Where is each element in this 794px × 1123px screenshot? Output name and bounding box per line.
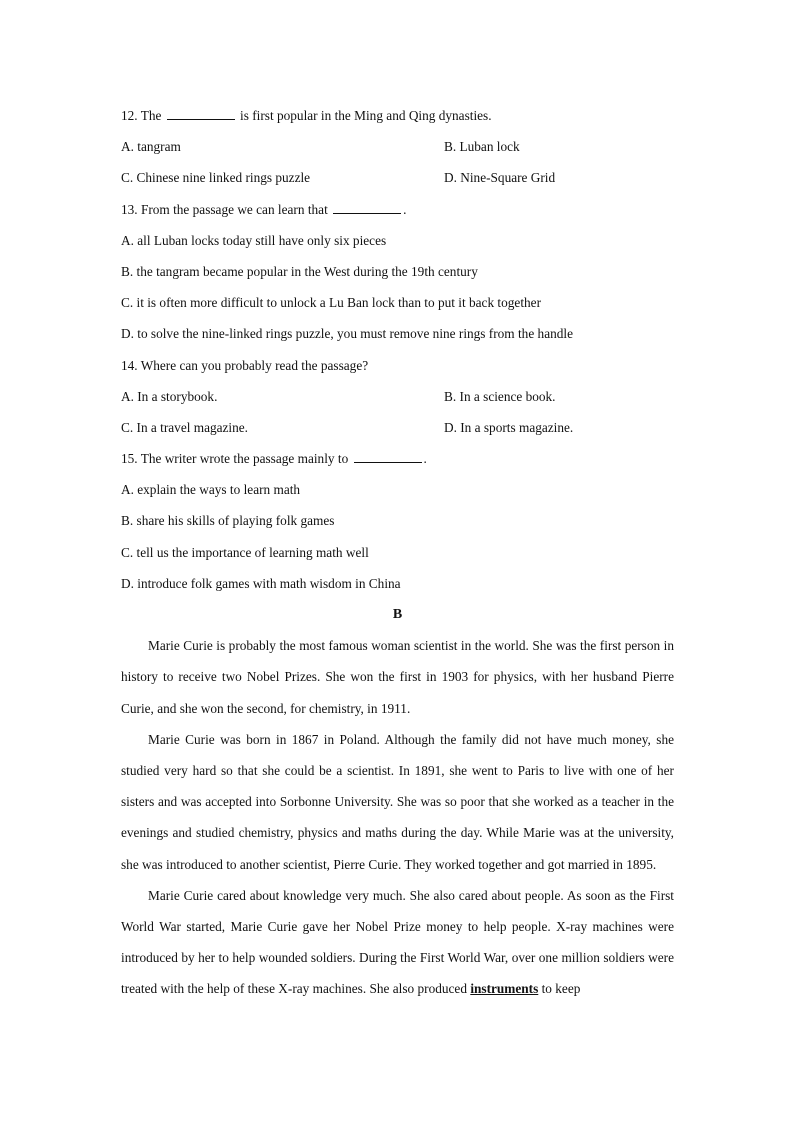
option-c: C. Chinese nine linked rings puzzle [121,170,311,186]
question-14-options-row-2 [121,412,674,443]
option-a: A. all Luban locks today still have only six pieces [121,232,387,248]
paragraph-3: Marie Curie cared about knowledge very much. She also cared about people. As soon as the First World War started, Marie Curie gave her Nobel Prize money to help people. X-ray machines were introduced by her to help wounded soldiers. During the First World War, over one million soldiers were treated with the help of these X-ray machines. She also produced instruments to keep [121,887,674,997]
question-12-options-row-1 [121,131,674,162]
option-a: A. explain the ways to learn math [121,482,301,498]
question-12-options-row-2 [121,162,674,193]
paragraph-1: Marie Curie is probably the most famous woman scientist in the world. She was the first person in history to receive two Nobel Prizes. She won the first in 1903 for physics, with her husband Pierre Curie, and she won the second, for chemistry, in 1911. [121,638,674,716]
answer-blank [354,448,422,463]
option-c: C. it is often more difficult to unlock a Lu Ban lock than to put it back together [121,295,541,311]
option-d: D. to solve the nine-linked rings puzzle, you must remove nine rings from the handle [121,326,573,342]
answer-blank [167,105,235,120]
question-12-stem: 12. The is first popular in the Ming and Qing dynasties. [121,100,674,131]
option-a: A. In a storybook. [121,388,218,404]
exam-page [121,100,674,1005]
option-a: A. tangram [121,139,181,155]
option-d: D. introduce folk games with math wisdom in China [121,575,401,591]
paragraph-2: Marie Curie was born in 1867 in Poland. Although the family did not have much money, she studied very hard so that she could be a scientist. In 1891, she went to Paris to live with one of her sisters and was accepted into Sorbonne University. She was so poor that she worked as a teacher in the evenings and studied chemistry, physics and maths during the day. While Marie was at the university, she was introduced to another scientist, Pierre Curie. They worked together and got married in 1895. [121,731,674,872]
question-14-stem: 14. Where can you probably read the passage? [121,357,369,373]
option-c: C. tell us the importance of learning math well [121,544,369,560]
question-13-stem: 13. From the passage we can learn that . [121,194,674,225]
section-title: B [392,607,403,622]
option-b: B. Luban lock [444,139,520,155]
answer-blank [333,199,401,214]
option-b: B. In a science book. [444,388,556,404]
option-d: D. In a sports magazine. [444,419,574,435]
question-14-options-row-1 [121,381,674,412]
option-c: C. In a travel magazine. [121,419,249,435]
passage-b [121,630,674,1004]
question-15-stem: 15. The writer wrote the passage mainly to . [121,443,674,474]
underlined-keyword: instruments [470,981,539,997]
option-d: D. Nine-Square Grid [444,170,556,186]
option-b: B. the tangram became popular in the West during the 19th century [121,263,478,279]
option-b: B. share his skills of playing folk games [121,513,335,529]
